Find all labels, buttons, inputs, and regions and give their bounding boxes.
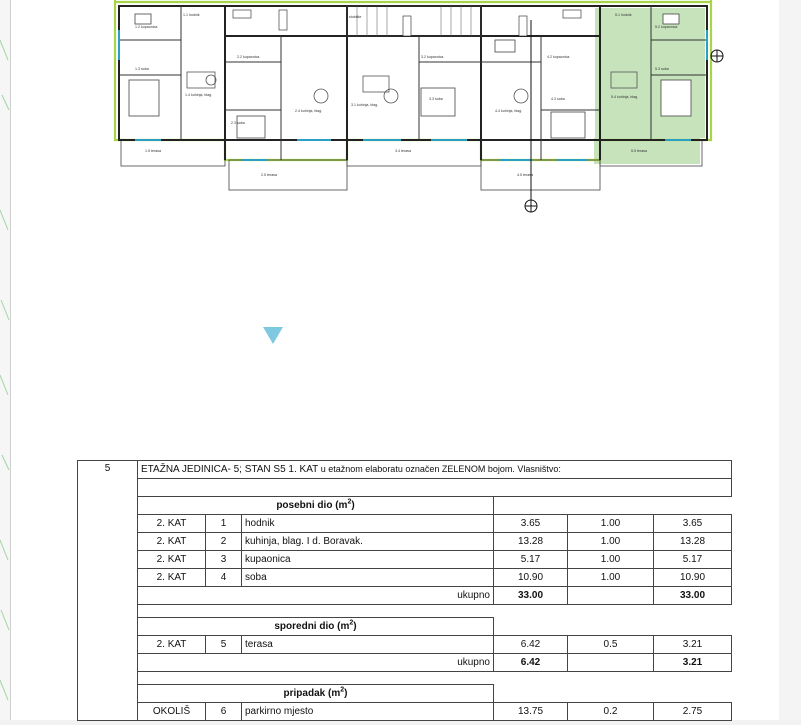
table-row: 2. KAT 5 terasa 6.42 0.5 3.21 [78,636,732,654]
title-main: ETAŽNA JEDINICA- 5; STAN S5 1. KAT [141,464,319,475]
margin-scribbles [0,0,10,720]
sum-total: 3.21 [654,654,732,672]
sum-total: 33.00 [654,587,732,605]
svg-text:5.1 hodnik: 5.1 hodnik [615,13,632,17]
svg-text:5.4 kuhinja, blag.: 5.4 kuhinja, blag. [611,95,639,99]
svg-text:2.2 kupaonica: 2.2 kupaonica [237,55,260,59]
triangle-marker-icon [263,327,283,345]
sum-row [78,587,732,605]
table-row: 2. KAT 1 hodnik 3.65 1.00 3.65 [78,515,732,533]
sum-area: 33.00 [494,587,568,605]
spacer-row [78,605,732,618]
section-heading-row [78,618,732,636]
svg-text:3.4 terasa: 3.4 terasa [395,149,411,153]
svg-text:4.5 terasa: 4.5 terasa [517,173,533,177]
svg-text:5.2 kupaonica: 5.2 kupaonica [655,25,678,29]
document-page [10,0,780,720]
sum-area: 6.42 [494,654,568,672]
sum-row [78,654,732,672]
svg-text:1.2 kupaonica: 1.2 kupaonica [135,25,158,29]
title-rest: u etažnom elaboratu označen ZELENOM bojom. Vlasništvo: [318,464,561,474]
sum-label: ukupno [138,654,494,672]
svg-text:4.4 kuhinja, blag.: 4.4 kuhinja, blag. [495,109,523,113]
table-row: 2. KAT 2 kuhinja, blag. I d. Boravak. 13.28 1.00 13.28 [78,533,732,551]
svg-text:4.2 kupaonica: 4.2 kupaonica [547,55,570,59]
right-margin [779,0,801,720]
table-title-row [78,461,732,479]
table-row: 2. KAT 4 soba 10.90 1.00 10.90 [78,569,732,587]
svg-text:1.4 kuhinja, blag.: 1.4 kuhinja, blag. [185,93,213,97]
svg-text:5.3 soba: 5.3 soba [655,67,669,71]
floor-plan [11,0,779,220]
svg-text:2.3 soba: 2.3 soba [231,121,245,125]
svg-text:3.1 kuhinja, blag.: 3.1 kuhinja, blag. [351,103,379,107]
svg-text:1.1 hodnik: 1.1 hodnik [183,13,200,17]
ownership-table [77,460,732,721]
svg-text:stubište: stubište [349,15,362,19]
left-margin [0,0,10,720]
section-heading: pripadak $(m^2)$ [138,685,494,703]
section-heading-row [78,497,732,515]
table-row: OKOLIŠ 6 parkirno mjesto 13.75 0.2 2.75 [78,703,732,721]
spacer-row [78,479,732,497]
svg-text:5.5 terasa: 5.5 terasa [631,149,647,153]
section-heading: posebni dio $(m^2)$ [138,497,494,515]
unit-number: 5 [78,461,138,721]
spacer-row [78,672,732,685]
svg-text:3.3 soba: 3.3 soba [429,97,443,101]
sum-label: ukupno [138,587,494,605]
svg-text:4.3 soba: 4.3 soba [551,97,565,101]
svg-text:3.2 kupaonica: 3.2 kupaonica [421,55,444,59]
section-heading: sporedni dio $(m^2)$ [138,618,494,636]
table-title [138,461,732,479]
svg-text:1.5 terasa: 1.5 terasa [145,149,161,153]
svg-text:2.5 terasa: 2.5 terasa [261,173,277,177]
svg-text:1.3 soba: 1.3 soba [135,67,149,71]
highlighted-terrace [594,138,700,164]
svg-text:2.4 kuhinja, blag.: 2.4 kuhinja, blag. [295,109,323,113]
section-heading-row [78,685,732,703]
table-row: 2. KAT 3 kupaonica 5.17 1.00 5.17 [78,551,732,569]
highlighted-apartment [595,8,705,138]
